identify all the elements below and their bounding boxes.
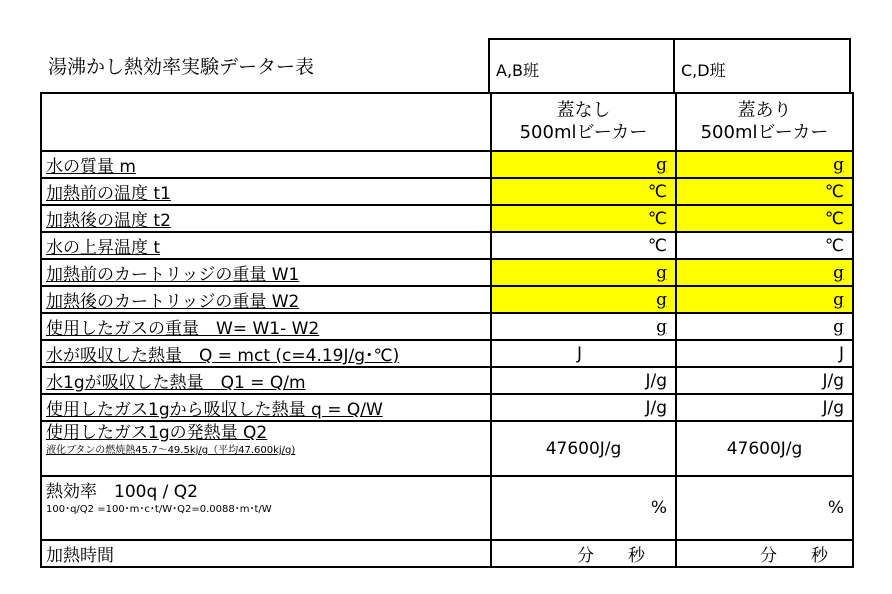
value-cell-cd: [676, 313, 853, 340]
row-label: 加熱後のカートリッジの重量 W2: [41, 286, 491, 313]
experiment-data-table: [40, 92, 854, 568]
unit-label: J/g: [645, 370, 667, 391]
unit-label: J: [576, 343, 582, 364]
row-label: 使用したガス1gから吸収した熱量 q = Q/W: [41, 394, 491, 421]
input-cell-ab[interactable]: [491, 151, 676, 178]
table-header-row: [41, 93, 853, 151]
value-cell-cd: [676, 340, 853, 367]
unit-label: ℃: [647, 235, 667, 256]
header-ab: [491, 93, 676, 151]
unit-label: %: [827, 498, 844, 518]
header-cd: [676, 93, 853, 151]
row-label: 加熱時間: [41, 540, 491, 567]
row-label: 水の質量 m: [41, 151, 491, 178]
value-cell-ab: [491, 476, 676, 540]
row-label: 熱効率 100q / Q2: [46, 482, 198, 502]
unit-label: 分 秒: [760, 546, 828, 566]
value-cell-cd: [676, 367, 853, 394]
unit-label: g: [833, 289, 844, 310]
group-header-cd: C,D班: [673, 38, 851, 94]
input-cell-ab[interactable]: [491, 286, 676, 313]
unit-label: ℃: [824, 208, 844, 229]
unit-label: %: [650, 498, 667, 518]
unit-label: g: [656, 289, 667, 310]
table-row: [41, 340, 853, 367]
unit-label: g: [656, 316, 667, 337]
input-cell-ab[interactable]: [491, 205, 676, 232]
value-cell-ab: [491, 367, 676, 394]
value-cell-cd: 47600J/g: [676, 421, 853, 476]
unit-label: ℃: [824, 235, 844, 256]
table-row: [41, 394, 853, 421]
input-cell-cd[interactable]: [676, 205, 853, 232]
row-label: 加熱前のカートリッジの重量 W1: [41, 259, 491, 286]
value-cell-cd: [676, 476, 853, 540]
row-note: 液化ブタンの燃焼熱45.7～49.5kj/g（平均47.600kj/g): [46, 445, 296, 456]
table-row: [41, 367, 853, 394]
value-cell-ab: [491, 232, 676, 259]
table-row: [41, 421, 853, 476]
input-cell-cd[interactable]: [676, 286, 853, 313]
time-cell-cd[interactable]: [676, 540, 853, 567]
table-row: [41, 313, 853, 340]
row-label: 水1gが吸収した熱量 Q1 = Q/m: [41, 367, 491, 394]
table-row: [41, 151, 853, 178]
value-cell-cd: [676, 394, 853, 421]
unit-label: J/g: [822, 370, 844, 391]
header-ab-condition: 蓋なし: [556, 100, 611, 121]
value-cell-cd: [676, 232, 853, 259]
unit-label: J/g: [822, 397, 844, 418]
row-note: 100･q/Q2 =100･m･c･t/W･Q2=0.0088･m･t/W: [46, 504, 272, 515]
table-row: [41, 286, 853, 313]
unit-label: g: [833, 262, 844, 283]
unit-label: 分 秒: [577, 546, 645, 566]
header-cd-condition: 蓋あり: [737, 100, 792, 121]
table-row: [41, 205, 853, 232]
value-cell-ab: 47600J/g: [491, 421, 676, 476]
table-row: [41, 476, 853, 540]
value-cell-ab: [491, 340, 676, 367]
unit-label: ℃: [824, 181, 844, 202]
row-label-block: [41, 476, 491, 540]
unit-label: J/g: [645, 397, 667, 418]
header-cd-beaker: 500mlビーカー: [700, 122, 829, 143]
table-row: [41, 540, 853, 567]
value-cell-ab: [491, 394, 676, 421]
input-cell-cd[interactable]: [676, 151, 853, 178]
header-blank: [41, 93, 491, 151]
table-title: 湯沸かし熱効率実験データー表: [48, 56, 315, 78]
input-cell-ab[interactable]: [491, 259, 676, 286]
unit-label: ℃: [647, 208, 667, 229]
row-label: 加熱後の温度 t2: [41, 205, 491, 232]
table-row: [41, 259, 853, 286]
row-label: 使用したガスの重量 W= W1- W2: [41, 313, 491, 340]
unit-label: g: [656, 262, 667, 283]
row-label-block: [41, 421, 491, 476]
table-row: [41, 232, 853, 259]
input-cell-cd[interactable]: [676, 259, 853, 286]
row-label: 水の上昇温度 t: [41, 232, 491, 259]
row-label: 水が吸収した熱量 Q = mct (c=4.19J/g･℃): [41, 340, 491, 367]
group-header-ab: A,B班: [488, 38, 675, 94]
unit-label: ℃: [647, 181, 667, 202]
row-label: 加熱前の温度 t1: [41, 178, 491, 205]
input-cell-cd[interactable]: [676, 178, 853, 205]
row-label: 使用したガス1gの発熱量 Q2: [46, 423, 268, 443]
unit-label: g: [656, 154, 667, 175]
unit-label: g: [833, 154, 844, 175]
table-row: [41, 178, 853, 205]
value-cell-ab: [491, 313, 676, 340]
unit-label: g: [833, 316, 844, 337]
unit-label: J: [838, 343, 844, 364]
input-cell-ab[interactable]: [491, 178, 676, 205]
header-ab-beaker: 500mlビーカー: [519, 122, 648, 143]
time-cell-ab[interactable]: [491, 540, 676, 567]
